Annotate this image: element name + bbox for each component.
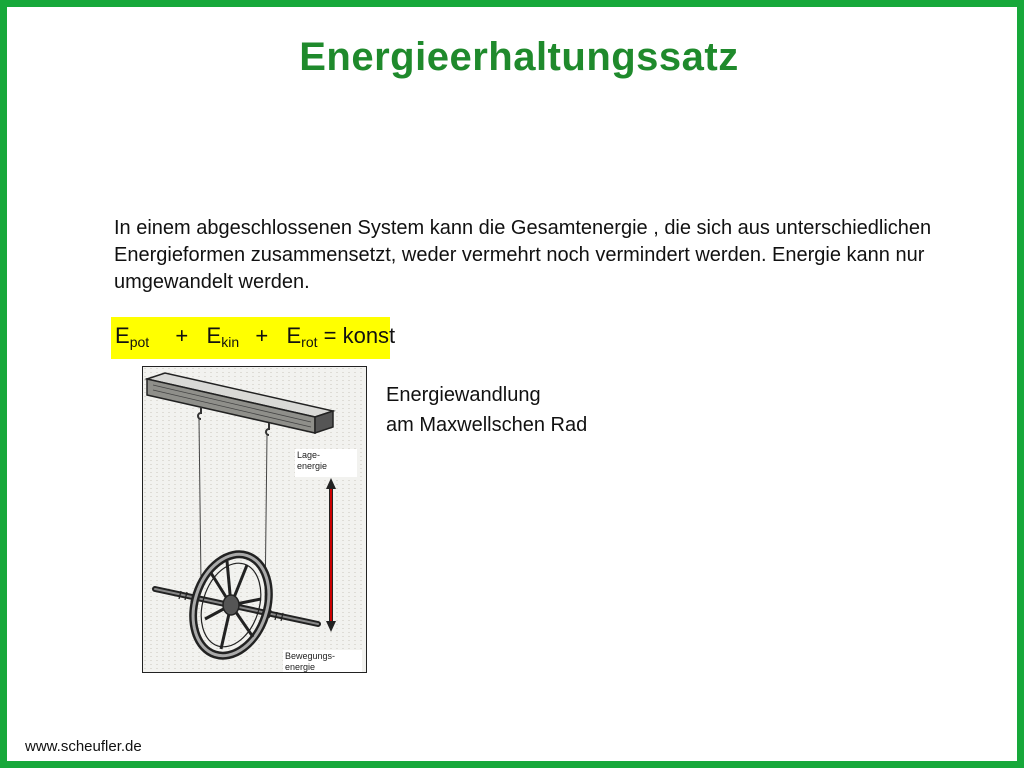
formula-term-base: E [115,323,130,348]
label-line: Bewegungs- energie [285,651,336,672]
slide-title: Energieerhaltungssatz [299,35,739,79]
caption-line: Energiewandlung [386,384,541,406]
figure-caption [386,380,587,440]
formula-term-base: E [206,323,222,348]
formula-term-sub: kin [221,334,240,350]
label-bewegungs-energie [283,650,362,673]
energy-formula [111,317,396,359]
formula-term-sub: pot [129,334,150,350]
formula-plus: + [175,323,189,348]
formula-term-base: E [286,323,302,348]
formula-term-sub: rot [301,334,318,350]
label-line: Lage- energie [297,450,328,471]
formula-equals: = konst [323,323,396,348]
label-lage-energie [295,449,357,477]
body-text: In einem abgeschlossenen System kann die Gesamtenergie , die sich aus unterschiedlichen Energieformen zusammensetzt, weder vermehrt noch vermindert werden. Energie kann nur umgewandelt werden. [114,217,932,293]
caption-line: am Maxwellschen Rad [386,414,588,436]
footer-url: www.scheufler.de [25,738,142,755]
formula-plus: + [255,323,269,348]
maxwell-wheel-illustration [143,367,367,673]
maxwell-wheel-figure [142,366,367,673]
